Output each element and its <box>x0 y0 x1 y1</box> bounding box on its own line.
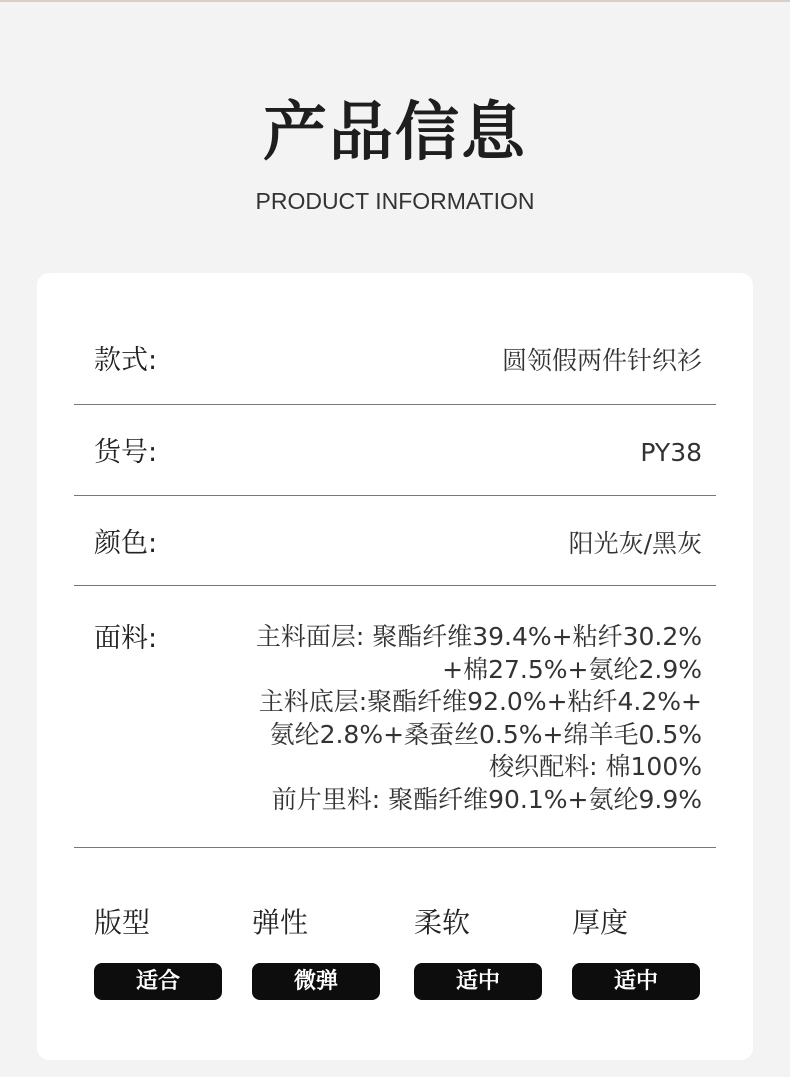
attribute-label: 柔软 <box>414 906 471 939</box>
divider <box>74 847 716 848</box>
attribute-label: 厚度 <box>572 906 629 939</box>
fabric-line: 主料底层:聚酯纤维92.0%+粘纤4.2%+ <box>258 687 702 716</box>
color-label: 颜色: <box>94 528 158 559</box>
product-info-card <box>37 273 753 1060</box>
divider <box>74 404 716 405</box>
attribute-label: 弹性 <box>252 906 309 939</box>
fabric-line: 梭织配料: 棉100% <box>489 752 702 781</box>
item-number-value: PY38 <box>640 438 702 467</box>
divider <box>74 495 716 496</box>
attribute-label: 版型 <box>94 906 151 939</box>
style-label: 款式: <box>94 345 158 376</box>
attribute-badge: 适中 <box>572 963 700 1000</box>
color-row <box>74 526 716 566</box>
color-value: 阳光灰/黑灰 <box>568 529 702 558</box>
item-number-label: 货号: <box>94 437 158 468</box>
page-title: 产品信息 <box>263 96 527 170</box>
fabric-line: 前片里料: 聚酯纤维90.1%+氨纶9.9% <box>271 784 702 814</box>
style-row <box>74 343 716 383</box>
fabric-label: 面料: <box>94 623 158 654</box>
divider <box>74 585 716 586</box>
item-number-row <box>74 435 716 475</box>
page-subtitle: PRODUCT INFORMATION <box>255 188 535 214</box>
top-accent-line <box>0 0 790 2</box>
fabric-line: 主料面层: 聚酯纤维39.4%+粘纤30.2% <box>255 622 702 651</box>
fabric-row <box>74 621 716 821</box>
fabric-composition <box>256 621 702 816</box>
fabric-line: 氨纶2.8%+桑蚕丝0.5%+绵羊毛0.5% <box>269 719 702 749</box>
attribute-badge: 适中 <box>414 963 542 1000</box>
attribute-badge: 适合 <box>94 963 222 1000</box>
fabric-line: +棉27.5%+氨纶2.9% <box>442 654 702 684</box>
style-value: 圆领假两件针织衫 <box>501 346 702 375</box>
attribute-badge: 微弹 <box>252 963 380 1000</box>
